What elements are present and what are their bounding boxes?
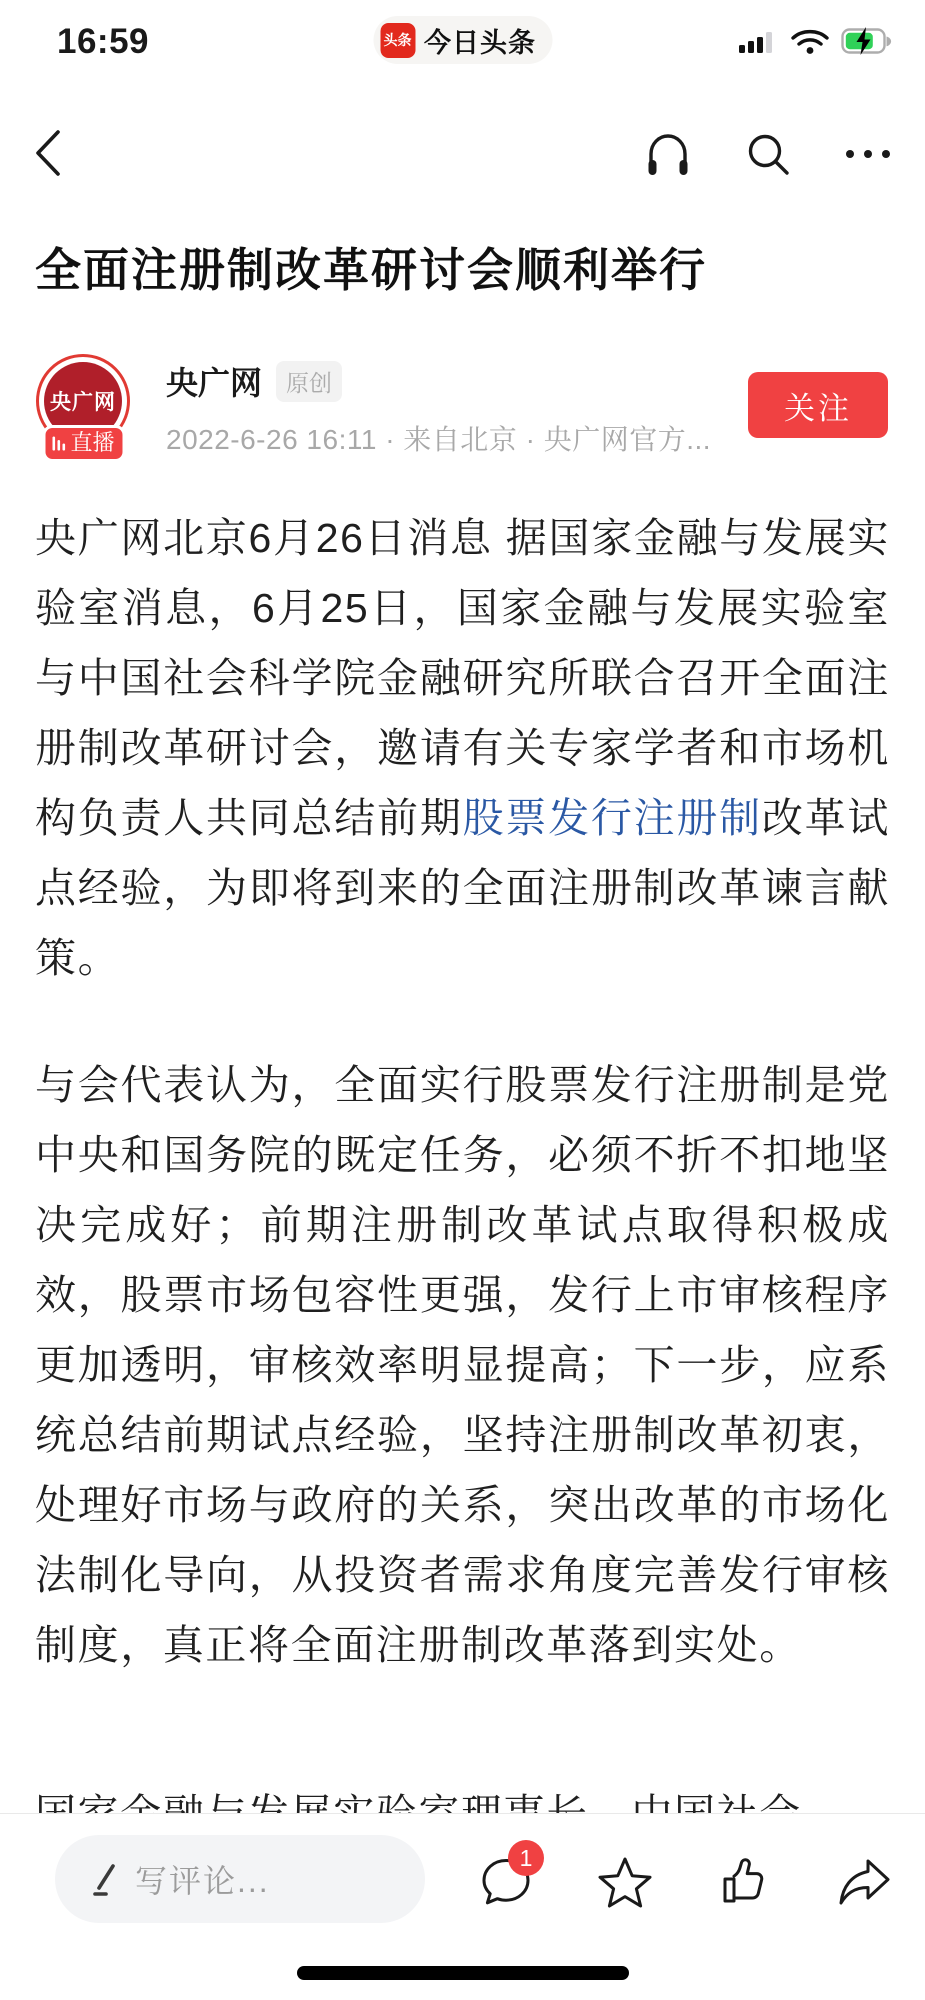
toutiao-logo-icon: 头条 (380, 23, 415, 58)
article-title: 全面注册制改革研讨会顺利举行 (35, 244, 707, 296)
back-button[interactable] (30, 127, 66, 179)
status-icons (737, 26, 893, 56)
paragraph-text: 央广网北京6月26日消息 据国家金融与发展实验室消息，6月25日，国家金融与发展实验室与中国社会科学院金融研究所联合召开全面注册制改革研讨会，邀请有关专家学者和市场机构负责人共同总结前期 (35, 515, 890, 841)
home-indicator[interactable] (297, 1966, 629, 1980)
share-arrow-icon (836, 1854, 892, 1910)
share-button[interactable] (836, 1854, 892, 1910)
author-avatar[interactable] (36, 354, 132, 462)
headphones-icon (643, 127, 693, 181)
paragraph-text: 与会代表认为，全面实行股票发行注册制是党中央和国务院的既定任务，必须不折不扣地坚决完成好；前期注册制改革试点取得积极成效，股票市场包容性更强，发行上市审核程序更加透明，审核效率明显提高；下一步，应系统总结前期试点经验，坚持注册制改革初衷，处理好市场与政府的关系，突出改革的市场化法制化导向，从投资者需求角度完善发行审核制度，真正将全面注册制改革落到实处。 (35, 1062, 890, 1668)
search-icon (743, 129, 793, 179)
comment-input[interactable] (55, 1835, 425, 1923)
author-row (36, 352, 888, 464)
status-bar (0, 0, 925, 80)
live-bars-icon (51, 435, 66, 452)
star-icon (597, 1854, 653, 1910)
ellipsis-icon (842, 129, 894, 179)
cellular-signal-icon (737, 26, 779, 56)
inline-link-stock-registration[interactable]: 股票发行注册制 (462, 795, 762, 841)
clipped-paragraph (35, 1779, 890, 1812)
wifi-icon (790, 26, 830, 56)
comment-count-badge: 1 (508, 1840, 544, 1876)
thumbs-up-icon (716, 1854, 772, 1910)
avatar-logo-text: 央广网 (44, 362, 122, 440)
author-name[interactable]: 央广网 (166, 365, 263, 401)
follow-button[interactable]: 关注 (748, 372, 888, 438)
article-paragraph (35, 1050, 890, 1680)
more-options-button[interactable] (841, 127, 895, 181)
comment-placeholder: 写评论... (135, 1863, 270, 1899)
live-badge-label: 直播 (70, 430, 115, 455)
app-badge-pill (373, 16, 552, 64)
listen-audio-button[interactable] (641, 127, 695, 181)
paragraph-text: 改革试点经验，为即将到来的全面注册制改革谏言献策。 (35, 795, 891, 981)
battery-charging-icon (841, 26, 893, 56)
like-button[interactable] (716, 1854, 772, 1910)
article-paragraph (35, 503, 890, 993)
article-meta: 2022-6-26 16:11 · 来自北京 · 央广网官方... (166, 424, 712, 455)
nav-bar (0, 85, 925, 180)
comments-button[interactable] (478, 1844, 534, 1910)
app-badge-name: 今日头条 (424, 27, 536, 58)
article-body (35, 503, 890, 1778)
original-badge: 原创 (276, 361, 342, 402)
search-button[interactable] (741, 127, 795, 181)
live-badge (42, 425, 125, 462)
pencil-icon (89, 1861, 119, 1897)
status-time: 16:59 (57, 22, 150, 61)
favorite-button[interactable] (597, 1854, 653, 1910)
